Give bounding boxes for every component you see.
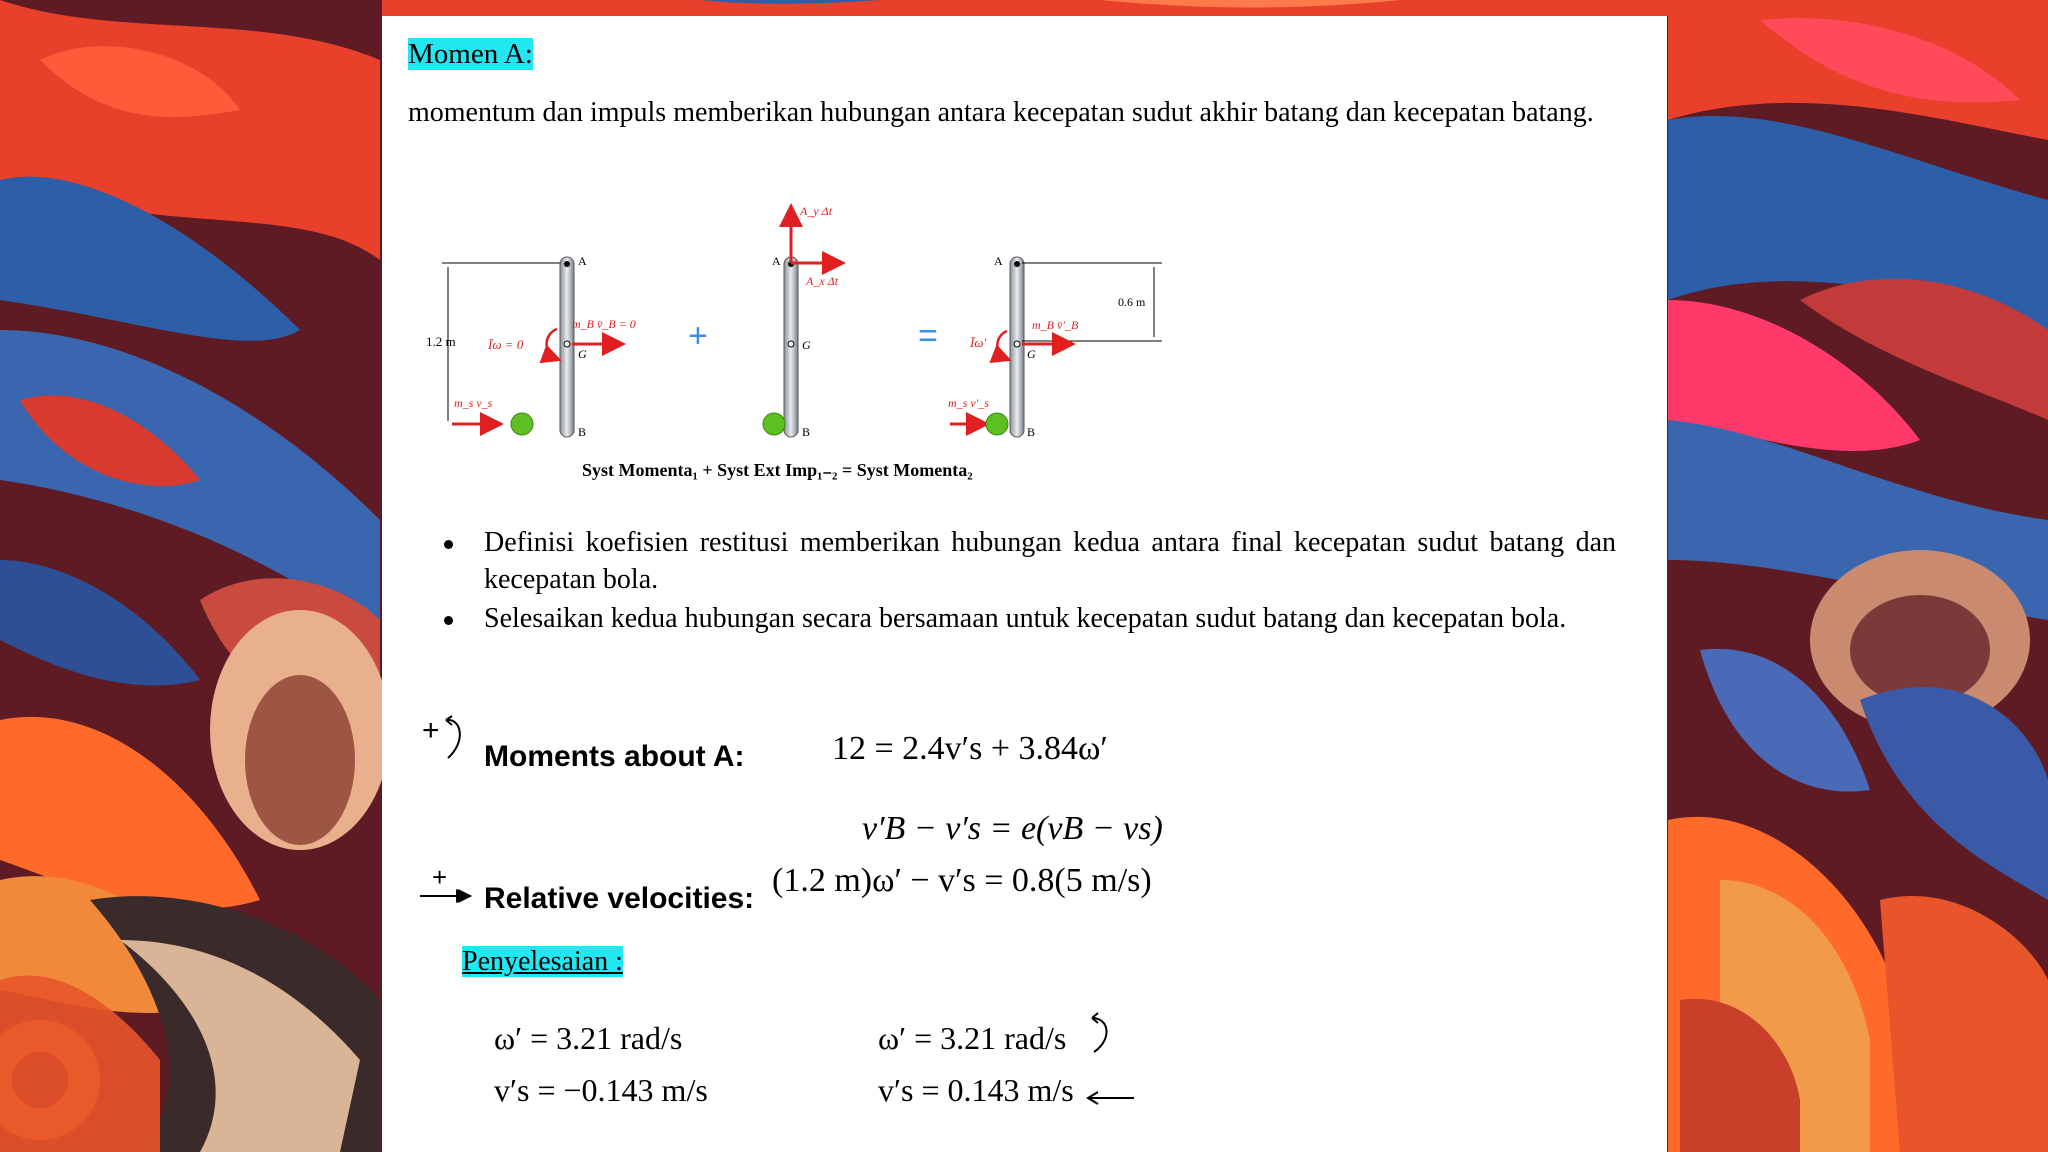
label-a-1: A [578, 254, 587, 268]
restitution-equation: v′B − v′s = e(vB − vs) [862, 810, 1163, 847]
plus-sign: + [688, 317, 708, 355]
label-iwp: Īω′ [970, 335, 987, 350]
label-a-3: A [994, 254, 1003, 268]
bullet-item: Definisi koefisien restitusi memberikan hubungan kedua antara final kecepatan sudut batang dan kecepatan bola. [436, 524, 1616, 598]
label-axt: A_x Δt [806, 274, 839, 288]
panel-initial-momenta [426, 254, 708, 439]
document-page [382, 16, 1667, 1152]
label-b-2: B [802, 425, 811, 439]
bullet-item: Selesaikan kedua hubungan secara bersamaan untuk kecepatan sudut batang dan kecepatan bola. [436, 600, 1616, 637]
label-iw0: Īω = 0 [488, 337, 524, 352]
solution-heading: Penyelesaian : [462, 946, 623, 977]
label-b-1: B [578, 425, 587, 439]
ccw-rotation-icon [440, 714, 466, 764]
label-g-3: G [1027, 347, 1036, 361]
diagram-caption: Syst Momenta₁ + Syst Ext Imp₁₋₂ = Syst Momenta₂ [582, 460, 973, 480]
ball-1 [511, 413, 533, 435]
moments-sign: + [422, 714, 440, 747]
label-a-2: A [772, 254, 781, 268]
label-mbvb0: m_B v̄_B = 0 [572, 317, 636, 331]
panel-final-momenta [948, 254, 1162, 439]
right-arrow-icon [418, 888, 474, 904]
panel-external-impulse [763, 204, 938, 439]
relative-label: Relative velocities: [484, 882, 755, 915]
ball-2 [763, 413, 785, 435]
label-msvsp: m_s v′_s [948, 396, 989, 410]
intro-paragraph: momentum dan impuls memberikan hubungan antara kecepatan sudut akhir batang dan kecepatan batang. [408, 97, 1594, 128]
bullet-list [436, 524, 1616, 639]
moments-equation: 12 = 2.4v′s + 3.84ω′ [832, 730, 1108, 767]
moments-label: Moments about A: [484, 740, 745, 773]
dim-left-label: 1.2 m [426, 334, 456, 349]
label-b-3: B [1027, 425, 1036, 439]
equals-sign: = [918, 317, 938, 355]
ccw-rotation-icon [1086, 1012, 1116, 1056]
section-title: Momen A: [408, 38, 533, 70]
label-ayt: A_y Δt [800, 204, 833, 218]
ball-3 [986, 413, 1008, 435]
label-mbvbp: m_B v̄′_B [1032, 318, 1079, 332]
result-omega-1: ω′ = 3.21 rad/s [494, 1020, 683, 1056]
impulse-momentum-diagram [422, 181, 1202, 491]
label-g-1: G [578, 347, 587, 361]
dim-right-label: 0.6 m [1118, 295, 1146, 309]
relative-equation: (1.2 m)ω′ − v′s = 0.8(5 m/s) [772, 862, 1152, 899]
label-msvs: m_s v_s [454, 396, 493, 410]
result-vs-2: v′s = 0.143 m/s [878, 1072, 1074, 1108]
label-g-2: G [802, 338, 811, 352]
result-vs-1: v′s = −0.143 m/s [494, 1072, 708, 1108]
result-omega-2: ω′ = 3.21 rad/s [878, 1020, 1067, 1056]
left-arrow-icon [1084, 1090, 1136, 1106]
relative-sign: + [432, 862, 448, 892]
